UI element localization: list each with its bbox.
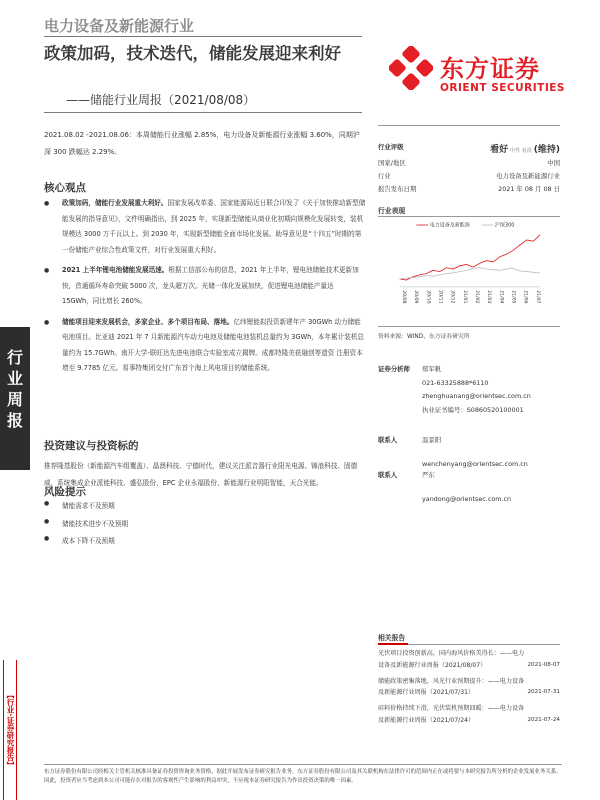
analyst-row <box>378 363 560 417</box>
logo-text-cn: 东方证券 <box>440 55 540 83</box>
core-item-bold: 政策加码，储能行业发展重大利好。 <box>62 199 168 207</box>
related-item-date: 2021-07-31 <box>527 689 560 695</box>
core-item-text: 国家发展改革委、国家能源局近日联合印发了《关于加快推动新型储能发展的指导意见》，文件明确指出，到 2025 年，实现新型储能从商业化初期向规模化发展转变，装机规模达 3000 万千瓦以上。到 2030 年，实现新型储能全面市场化发展。助导意见是“十四五”时期的第一份储能产业综合性政策文件，对行业发展重大利好。 <box>62 199 366 254</box>
disclaimer-text: 东方证券股份有限公司经相关主管机关核准具备证券投资咨询业务资格，据此开展发布证券研究报告业务。东方证券股份有限公司及其关联机构在法律许可的范围内正在或将要与本研究报告所分析的企业发展业务关系。因此，投资者应当考虑到本公司可能存在对报告的客观性产生影响的利益冲突，不应视本证券研究报告为作出投资决策的唯一因素。 <box>44 769 562 784</box>
contact-name: 严东 <box>422 471 435 479</box>
risk-item <box>44 500 366 518</box>
related-item[interactable] <box>378 676 560 699</box>
core-item <box>44 196 366 258</box>
rating-sub: 中性 看淡 <box>510 148 532 154</box>
sidebar-char: 报 <box>6 411 23 430</box>
sector-title: 电力设备及新能源行业 <box>44 17 195 35</box>
contact-role: 联系人 <box>378 436 398 444</box>
invest-heading: 投资建议与投资标的 <box>44 440 139 452</box>
report-title: 政策加码，技术迭代，储能发展迎来利好 <box>44 44 341 63</box>
core-list <box>44 196 366 382</box>
x-tick-label: 21/05 <box>510 290 516 304</box>
bullet-icon: ● <box>44 517 50 525</box>
rating-value: 电力设备及新能源行业 <box>496 172 560 180</box>
chart-bottom-rule <box>378 326 560 327</box>
related-rule <box>408 644 560 645</box>
summary-text: 2021.08.02 -2021.08.06：本周储能行业涨幅 2.85%，电力设备及新能源行业涨幅 3.60%，同期沪深 300 跌幅达 2.29%。 <box>44 131 360 156</box>
rating-key: 报告发布日期 <box>378 185 417 193</box>
logo-text-en: ORIENT SECURITIES <box>440 82 565 94</box>
rating-value <box>490 142 560 155</box>
series-line <box>400 235 541 280</box>
legend-label: 电力设备及新能源 <box>429 222 470 229</box>
core-item-text: 亿纬锂能拟投资新建年产 30GWh 动力储能电池项目。比亚迪 2021 年 7 月新能源汽车动力电池及储能电池装机总量约为 3GWh，本年累计装机总量约为 15.7GWh。南开大学-联旺达先进电池联合实验室成立揭牌。成都特隆美获融创等遗资 注册资本增至 9.7785 亿元。易事特集团交付广东首个海上风电项目的储能系统。 <box>62 317 365 372</box>
analyst-cert: 执业证书编号：S0860520100001 <box>422 405 524 414</box>
contact-email[interactable]: wenchenyang@orientsec.com.cn <box>422 460 528 468</box>
analyst-block <box>378 363 560 417</box>
rating-tail: (维持) <box>533 145 560 155</box>
header-divider <box>44 36 362 37</box>
rating-top-rule <box>378 125 560 126</box>
analyst-role: 证券分析师 <box>378 365 410 373</box>
x-tick-label: 21/01 <box>461 290 467 304</box>
performance-rule <box>378 216 560 217</box>
related-heading: 相关报告 <box>378 634 406 642</box>
bullet-icon: ● <box>44 535 50 542</box>
x-tick-label: 21/07 <box>534 290 540 304</box>
related-item-text: 光伏项目投资创新高，国内海风价格美得长：——电力设备及新能源行业周报（2021/08/07） <box>378 650 525 669</box>
core-item-bold: 储能项目迎来发展机会，多家企业、多个项目布局、落地。 <box>62 317 234 326</box>
footer-rule <box>44 764 562 765</box>
performance-heading: 行业表现 <box>378 207 406 215</box>
related-item-date: 2021-07-24 <box>527 716 560 723</box>
series-line <box>400 268 541 279</box>
analyst-email[interactable]: zhenghuanang@orientsec.com.cn <box>422 392 531 400</box>
analyst-name: 郑军帆 <box>422 365 442 373</box>
bullet-icon: ● <box>44 200 50 207</box>
rating-key: 行业 <box>378 172 391 180</box>
chart-source: 资料来源：WIND、东方证券研究所 <box>378 334 470 340</box>
rating-key: 国家/地区 <box>378 159 406 167</box>
vertical-report-tab: 【行业·证券研究报告】 <box>3 660 17 800</box>
invest-text: 推荐隆基股份（新能源汽车组覆盖）、晶澳科技、宁德时代，建议关注派音器行业阳光电源、锦浪科技、固德威，系统集成企业派能科技、盛弘股份，EPC 企业永福股份，新能源行业明阳智能，天合光能。 <box>44 462 358 487</box>
risk-item-text: 储能技术进步不及预期 <box>62 519 128 528</box>
related-item-text: 储能政策密集落地，风光行业预期提升：——电力设备及新能源行业周报（2021/07/31） <box>378 677 525 696</box>
core-item <box>44 315 366 377</box>
core-heading: 核心观点 <box>44 182 86 194</box>
x-tick-label: 21/06 <box>522 290 528 304</box>
rating-row <box>378 158 560 171</box>
sidebar-char: 周 <box>6 390 23 409</box>
rating-row <box>378 171 560 184</box>
rating-box <box>378 142 560 197</box>
risk-heading: 风险提示 <box>44 486 86 498</box>
x-tick-label: 20/10 <box>425 290 431 304</box>
contact-block <box>378 470 560 503</box>
performance-chart <box>378 220 560 312</box>
rating-row <box>378 142 560 158</box>
rating-key: 行业评级 <box>378 143 404 151</box>
contact-block <box>378 435 560 468</box>
x-tick-label: 21/03 <box>486 290 492 304</box>
x-tick-label: 20/12 <box>449 290 455 304</box>
rating-row <box>378 184 560 197</box>
related-item-text: 硅料价格持续下滑，光伏装机预期回暖：——电力设备及新能源行业周报（2021/07/24） <box>378 705 525 724</box>
risk-item <box>44 518 366 536</box>
sidebar-char: 行 <box>6 348 23 367</box>
risk-item-text: 成本下降不及预期 <box>62 537 115 545</box>
analyst-phone: 021-63325888*6110 <box>422 378 489 387</box>
bullet-icon: ● <box>44 500 50 507</box>
contact-name: 温景阳 <box>422 436 442 444</box>
bullet-icon: ● <box>44 318 50 326</box>
core-item-bold: 2021 上半年锂电池储能发展迅速。 <box>62 266 169 274</box>
x-tick-label: 21/04 <box>498 290 504 304</box>
risk-item <box>44 535 366 553</box>
sidebar-char: 业 <box>6 369 23 388</box>
related-item-date: 2021-08-07 <box>527 661 560 668</box>
risk-list <box>44 500 366 553</box>
bullet-icon: ● <box>44 267 50 274</box>
x-tick-label: 20/09 <box>413 290 419 304</box>
contact-role: 联系人 <box>378 471 398 479</box>
legend-label: 沪深300 <box>494 222 515 229</box>
related-list <box>378 648 560 731</box>
rating-main: 看好 <box>490 145 509 155</box>
related-accent-bar <box>378 643 408 645</box>
core-item <box>44 263 366 310</box>
related-item[interactable] <box>378 703 560 726</box>
orient-logo-icon <box>389 46 433 90</box>
report-subtitle: ——储能行业周报（2021/08/08） <box>66 93 256 107</box>
x-tick-label: 20/11 <box>437 290 443 304</box>
x-tick-label: 20/08 <box>400 290 406 304</box>
risk-item-text: 储能需求不及预期 <box>62 502 115 510</box>
x-tick-label: 21/02 <box>473 290 479 304</box>
related-item[interactable] <box>378 648 560 671</box>
report-type-sidebar <box>0 327 30 470</box>
contact-email[interactable]: yandong@orientsec.com.cn <box>422 495 512 503</box>
title-divider <box>44 112 362 113</box>
rating-value: 2021 年 08 月 08 日 <box>498 185 560 193</box>
rating-value: 中国 <box>547 159 560 167</box>
core-item-text: 根据工信部公布的信息，2021 年上半年，锂电池储能技术更新加快，首通循环寿命突破 5000 次，龙头超万次。光储一体化发展加快，促进锂电池储能产量达 15GWh，同比增长 260%。 <box>62 266 359 305</box>
